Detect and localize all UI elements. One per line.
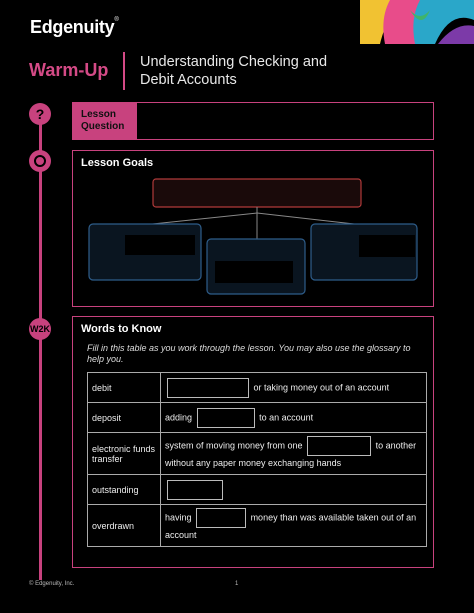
table-row bbox=[88, 403, 427, 433]
lesson-question-label: Lesson Question bbox=[73, 103, 137, 139]
title-line-1: Understanding Checking and bbox=[140, 54, 328, 70]
definition-cell: system of moving money from one to another without any paper money exchanging hands bbox=[161, 433, 427, 475]
goal-main-box bbox=[153, 179, 361, 207]
edgenuity-logo: Edgenuity® bbox=[30, 17, 119, 37]
question-icon: ? bbox=[29, 103, 51, 125]
definition-cell: having money than was available taken out of an account bbox=[161, 505, 427, 547]
blank-input[interactable] bbox=[196, 508, 246, 528]
table-row bbox=[88, 505, 427, 547]
instructions: Fill in this table as you work through the lesson. You may also use the glossary to help you. bbox=[87, 343, 411, 364]
definition-cell: adding to an account bbox=[161, 403, 427, 433]
page-number: 1 bbox=[235, 581, 239, 587]
page-title bbox=[140, 53, 380, 89]
lesson-goals-box bbox=[72, 150, 434, 307]
definition-cell: or taking money out of an account bbox=[161, 373, 427, 403]
top-bar bbox=[0, 0, 474, 44]
blank-input[interactable] bbox=[197, 408, 255, 428]
goal-box-left-field bbox=[125, 235, 195, 255]
words-to-know-icon: W2K bbox=[29, 318, 51, 340]
title-line-2: Debit Accounts bbox=[140, 72, 237, 88]
goal-box-center-field bbox=[215, 261, 293, 283]
term-cell: overdrawn bbox=[88, 505, 161, 547]
title-divider bbox=[123, 52, 125, 90]
definition-cell bbox=[161, 475, 427, 505]
term-cell: deposit bbox=[88, 403, 161, 433]
section-label: Warm-Up bbox=[29, 60, 109, 80]
term-cell: electronic funds transfer bbox=[88, 433, 161, 475]
lesson-question-box[interactable] bbox=[72, 102, 434, 140]
table-row bbox=[88, 475, 427, 505]
term-cell: debit bbox=[88, 373, 161, 403]
copyright: © Edgenuity, Inc. bbox=[29, 581, 75, 587]
target-icon bbox=[29, 150, 51, 172]
goals-diagram bbox=[73, 151, 433, 306]
table-row bbox=[88, 433, 427, 475]
vocabulary-table bbox=[87, 372, 427, 547]
term-cell: outstanding bbox=[88, 475, 161, 505]
words-to-know-title: Words to Know bbox=[81, 323, 162, 335]
words-to-know-box bbox=[72, 316, 434, 568]
table-row bbox=[88, 373, 427, 403]
blank-input[interactable] bbox=[167, 480, 223, 500]
corner-decoration bbox=[360, 0, 474, 44]
goal-box-right-field bbox=[359, 235, 415, 257]
timeline-line bbox=[39, 118, 42, 580]
lesson-goals-title: Lesson Goals bbox=[81, 157, 154, 169]
blank-input[interactable] bbox=[307, 436, 371, 456]
blank-input[interactable] bbox=[167, 378, 249, 398]
